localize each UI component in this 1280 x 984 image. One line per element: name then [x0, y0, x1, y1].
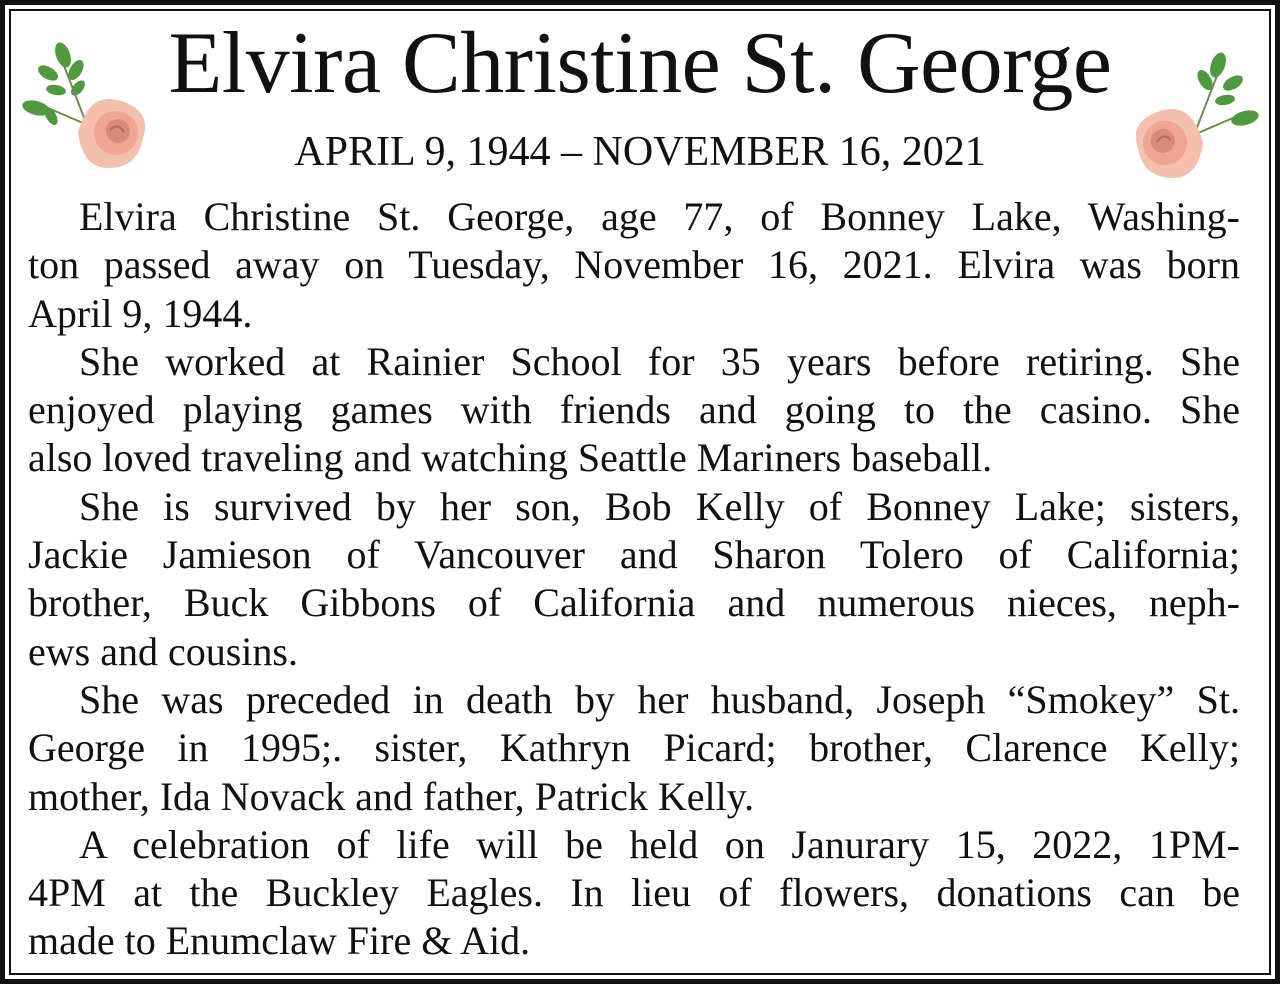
- text-line: She worked at Rainier School for 35 years before retiring. She: [79, 338, 1240, 384]
- life-dates: APRIL 9, 1944 – NOVEMBER 16, 2021: [294, 129, 986, 175]
- text-line: ton passed away on Tuesday, November 16, 2021. Elvira was born: [28, 242, 1240, 288]
- paragraph: [28, 483, 1240, 676]
- obituary-body: [28, 193, 1240, 966]
- text-line: Jackie Jamieson of Vancouver and Sharon Tolero of California;: [28, 532, 1240, 578]
- paragraph: [28, 338, 1240, 483]
- text-line: Elvira Christine St. George, age 77, of Bonney Lake, Washing-: [79, 194, 1240, 239]
- text-line: 4PM at the Buckley Eagles. In lieu of flowers, donations can be: [28, 870, 1240, 916]
- text-line: brother, Buck Gibbons of California and numerous nieces, neph-: [28, 580, 1240, 626]
- text-line: mother, Ida Novack and father, Patrick Kelly.: [28, 773, 755, 819]
- text-line: made to Enumclaw Fire & Aid.: [28, 918, 531, 964]
- text-line: ews and cousins.: [28, 628, 298, 674]
- paragraph: [28, 193, 1240, 338]
- text-line: April 9, 1944.: [28, 290, 253, 336]
- text-line: She was preceded in death by her husband, Joseph “Smokey” St.: [79, 676, 1240, 722]
- text-line: She is survived by her son, Bob Kelly of Bonney Lake; sisters,: [79, 483, 1240, 529]
- text-line: enjoyed playing games with friends and going to the casino. She: [28, 387, 1240, 433]
- paragraph: [28, 821, 1240, 966]
- text-line: George in 1995;. sister, Kathryn Picard; brother, Clarence Kelly;: [28, 725, 1240, 771]
- paragraph: [28, 676, 1240, 821]
- text-line: A celebration of life will be held on Janurary 15, 2022, 1PM-: [79, 821, 1240, 867]
- obituary-title: Elvira Christine St. George: [168, 15, 1112, 112]
- text-line: also loved traveling and watching Seattle Mariners baseball.: [28, 435, 993, 481]
